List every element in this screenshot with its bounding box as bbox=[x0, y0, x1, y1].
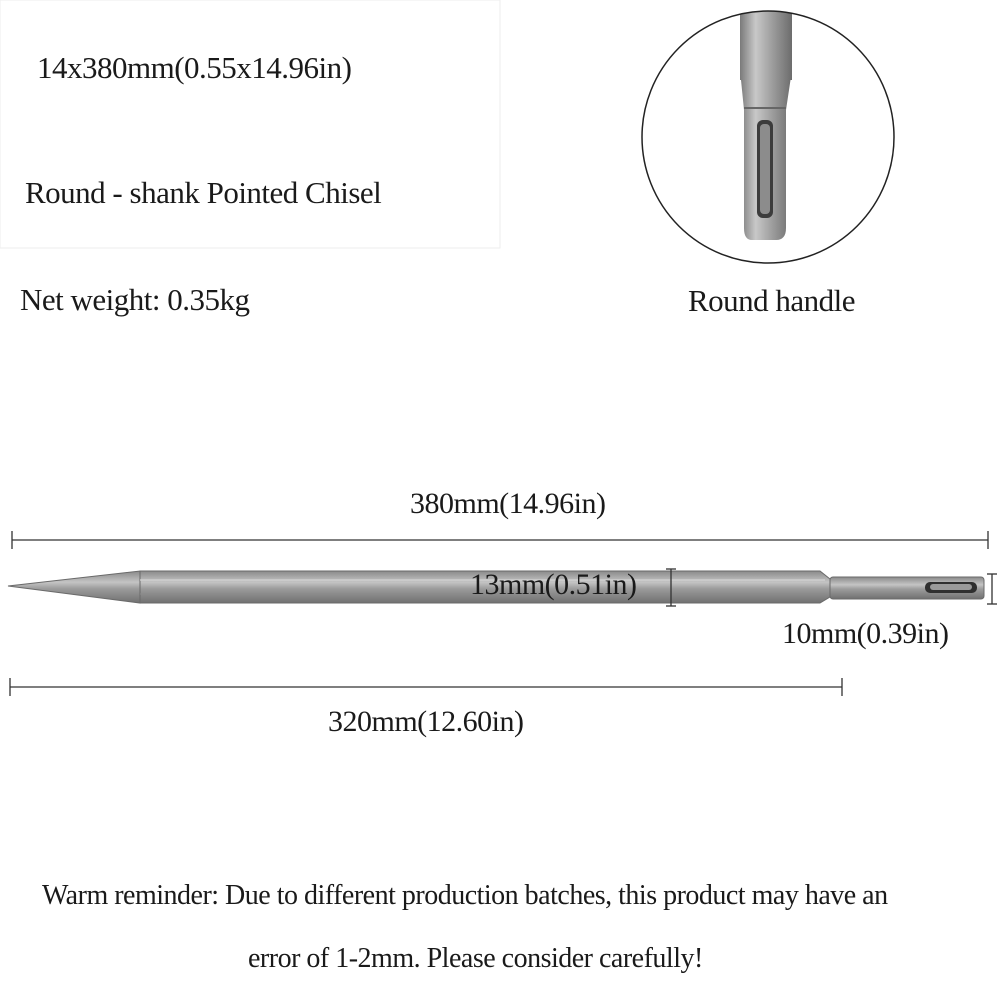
warm-reminder-line-2: error of 1-2mm. Please consider carefully! bbox=[248, 943, 703, 974]
round-handle-detail bbox=[642, 0, 894, 263]
product-name: Round - shank Pointed Chisel bbox=[25, 175, 382, 210]
shank-width-marker bbox=[987, 574, 997, 604]
product-size: 14x380mm(0.55x14.96in) bbox=[37, 50, 352, 85]
total-length-label: 380mm(14.96in) bbox=[410, 487, 606, 520]
shank-width-label: 10mm(0.39in) bbox=[782, 617, 949, 650]
body-length-dimension bbox=[10, 678, 842, 696]
warm-reminder-line-1: Warm reminder: Due to different production batches, this product may have an bbox=[42, 880, 888, 911]
total-length-dimension bbox=[12, 531, 988, 549]
round-handle-caption: Round handle bbox=[688, 283, 856, 318]
body-length-label: 320mm(12.60in) bbox=[328, 705, 524, 738]
body-width-label: 13mm(0.51in) bbox=[470, 568, 637, 601]
net-weight: Net weight: 0.35kg bbox=[20, 282, 250, 317]
